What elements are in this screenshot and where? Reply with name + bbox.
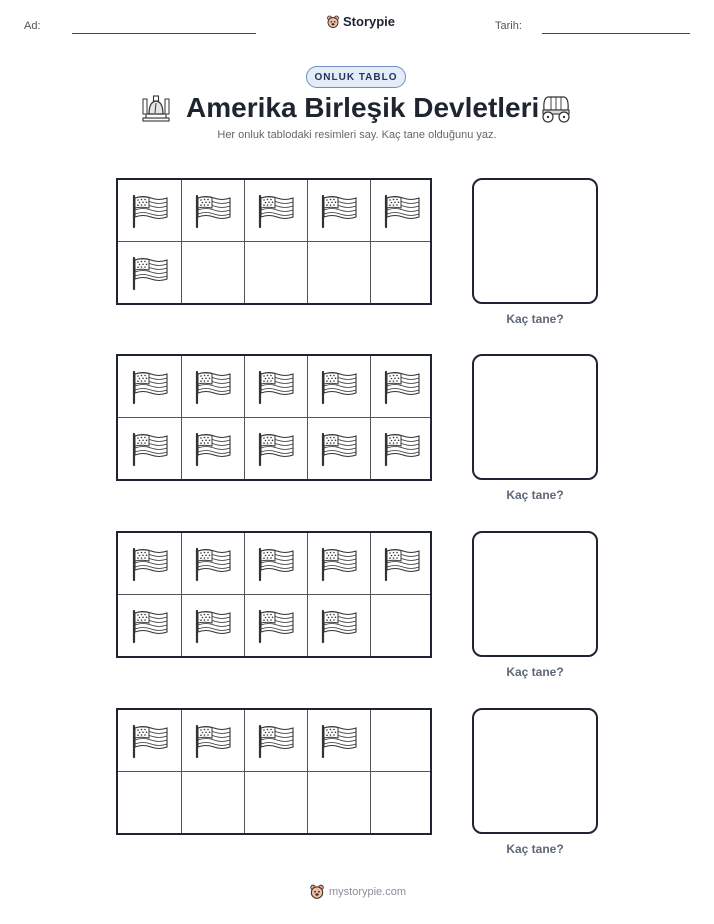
american-flag-icon — [256, 193, 296, 229]
american-flag-icon — [130, 546, 170, 582]
ten-frame — [116, 354, 432, 481]
american-flag-icon — [256, 369, 296, 405]
american-flag-icon — [256, 608, 296, 644]
filled-cell — [370, 418, 433, 480]
filled-cell — [181, 710, 244, 772]
american-flag-icon — [382, 546, 422, 582]
empty-cell — [118, 772, 181, 834]
filled-cell — [307, 356, 370, 418]
empty-cell — [181, 242, 244, 304]
american-flag-icon — [130, 608, 170, 644]
page-title: Amerika Birleşik Devletleri — [186, 92, 540, 123]
answer-label: Kaç tane? — [506, 488, 564, 502]
american-flag-icon — [130, 193, 170, 229]
answer-box[interactable] — [472, 531, 598, 657]
empty-cell — [307, 242, 370, 304]
ten-frame — [116, 708, 432, 835]
brand-name: Storypie — [343, 14, 396, 29]
american-flag-icon — [319, 193, 359, 229]
date-line[interactable] — [542, 33, 690, 34]
filled-cell — [244, 533, 307, 595]
american-flag-icon — [193, 431, 233, 467]
filled-cell — [370, 533, 433, 595]
filled-cell — [307, 595, 370, 657]
footer-url[interactable]: mystorypie.com — [329, 886, 407, 898]
filled-cell — [118, 180, 181, 242]
filled-cell — [244, 418, 307, 480]
american-flag-icon — [130, 431, 170, 467]
american-flag-icon — [319, 369, 359, 405]
filled-cell — [244, 180, 307, 242]
filled-cell — [181, 595, 244, 657]
ten-frame — [116, 531, 432, 658]
empty-cell — [370, 595, 433, 657]
empty-cell — [307, 772, 370, 834]
instructions: Her onluk tablodaki resimleri say. Kaç tane olduğunu yaz. — [217, 129, 497, 141]
brand-logo — [326, 14, 395, 29]
worksheet-header — [0, 0, 714, 50]
empty-cell — [370, 242, 433, 304]
filled-cell — [244, 595, 307, 657]
filled-cell — [181, 180, 244, 242]
filled-cell — [307, 418, 370, 480]
filled-cell — [181, 418, 244, 480]
filled-cell — [118, 418, 181, 480]
empty-cell — [244, 772, 307, 834]
filled-cell — [118, 710, 181, 772]
american-flag-icon — [256, 723, 296, 759]
bell-icon — [140, 93, 172, 123]
american-flag-icon — [193, 369, 233, 405]
filled-cell — [370, 356, 433, 418]
american-flag-icon — [319, 431, 359, 467]
american-flag-icon — [382, 369, 422, 405]
american-flag-icon — [319, 546, 359, 582]
filled-cell — [307, 533, 370, 595]
bear-mascot-icon — [309, 884, 325, 900]
title-row — [0, 90, 714, 126]
american-flag-icon — [130, 255, 170, 291]
american-flag-icon — [256, 546, 296, 582]
filled-cell — [307, 180, 370, 242]
answer-box[interactable] — [472, 708, 598, 834]
worksheet-type-badge: ONLUK TABLO — [306, 66, 406, 88]
filled-cell — [118, 356, 181, 418]
answer-label: Kaç tane? — [506, 842, 564, 856]
bear-mascot-icon — [326, 15, 340, 29]
answer-box[interactable] — [472, 354, 598, 480]
filled-cell — [181, 533, 244, 595]
empty-cell — [370, 772, 433, 834]
empty-cell — [244, 242, 307, 304]
answer-label: Kaç tane? — [506, 312, 564, 326]
american-flag-icon — [130, 369, 170, 405]
answer-box[interactable] — [472, 178, 598, 304]
american-flag-icon — [130, 723, 170, 759]
american-flag-icon — [319, 608, 359, 644]
filled-cell — [118, 533, 181, 595]
american-flag-icon — [382, 431, 422, 467]
american-flag-icon — [256, 431, 296, 467]
ten-frame — [116, 178, 432, 305]
filled-cell — [181, 356, 244, 418]
filled-cell — [307, 710, 370, 772]
filled-cell — [370, 180, 433, 242]
name-label: Ad: — [24, 20, 41, 32]
filled-cell — [244, 356, 307, 418]
american-flag-icon — [193, 608, 233, 644]
filled-cell — [118, 595, 181, 657]
covered-wagon-icon — [539, 93, 573, 123]
footer — [309, 884, 406, 900]
empty-cell — [370, 710, 433, 772]
american-flag-icon — [382, 193, 422, 229]
name-line[interactable] — [72, 33, 256, 34]
empty-cell — [181, 772, 244, 834]
date-label: Tarih: — [495, 20, 522, 32]
american-flag-icon — [193, 723, 233, 759]
answer-label: Kaç tane? — [506, 665, 564, 679]
american-flag-icon — [319, 723, 359, 759]
filled-cell — [118, 242, 181, 304]
filled-cell — [244, 710, 307, 772]
american-flag-icon — [193, 546, 233, 582]
american-flag-icon — [193, 193, 233, 229]
